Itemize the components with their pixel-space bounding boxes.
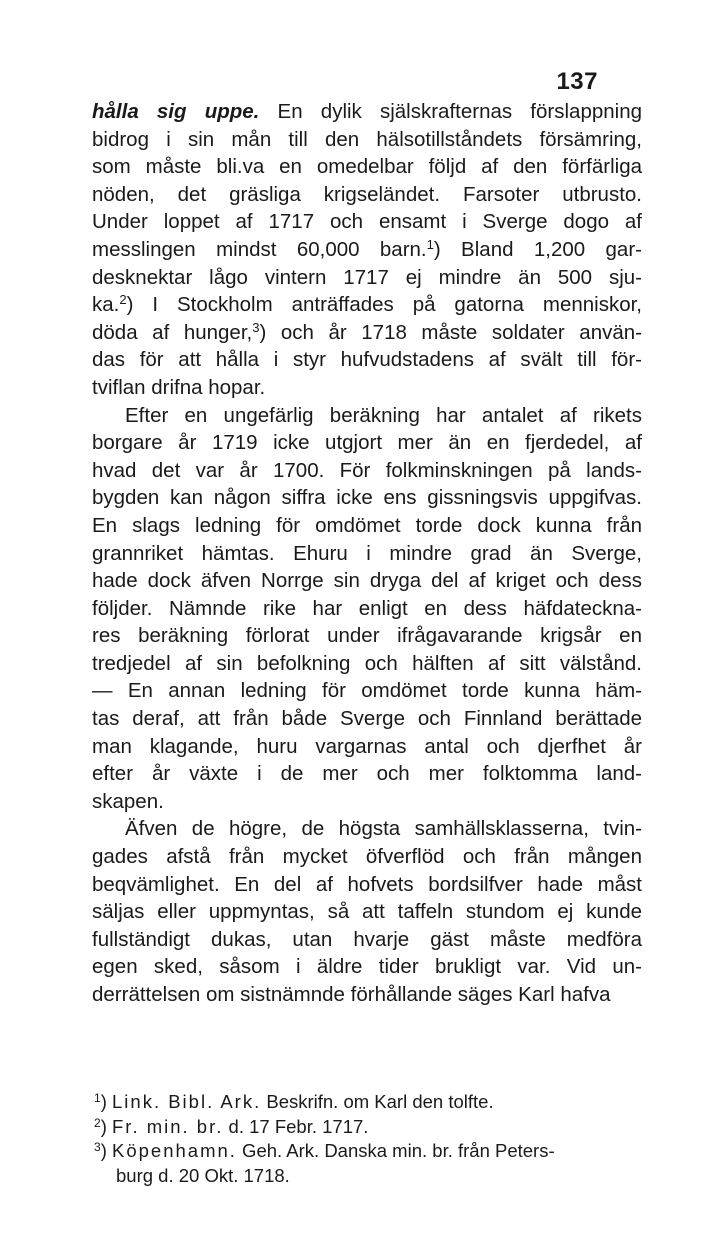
- text-line: beqvämlighet. En del af hofvets bordsilfver hade måst: [92, 872, 642, 896]
- footnote-ref: 2: [119, 292, 127, 308]
- paragraph-3: [92, 815, 642, 1008]
- footnote-source: Köpenhamn.: [112, 1140, 237, 1161]
- text-line: nöden, det gräsliga krigseländet. Farsoter utbrusto.: [92, 182, 642, 206]
- footnote-source: Fr. min. br.: [112, 1115, 224, 1137]
- paragraph-1: [92, 98, 642, 402]
- text-line: messlingen mindst 60,000 barn.$^1$) Bland 1,200 gar-: [92, 236, 642, 261]
- text-line: ka.$^2$) I Stockholm anträffades på gatorna menniskor,: [92, 292, 642, 317]
- text-line: Under loppet af 1717 och ensamt i Sverge dogo af: [92, 210, 642, 234]
- text-line: grannriket hämtas. Ehuru i mindre grad än Sverge,: [92, 541, 642, 565]
- text-line: efter år växte i de mer och mer folktomma land-: [92, 762, 642, 786]
- text-line: som måste bli.va en omedelbar följd af den förfärliga: [92, 155, 642, 179]
- text-line: döda af hunger,$^3$) och år 1718 måste soldater använ-: [92, 319, 642, 344]
- text-line: res beräkning förlorat under ifrågavarande krigsår en: [92, 624, 642, 648]
- footnote-3: $^3$) Köpenhamn. Geh. Ark. Danska min. br. från Peters- burg d. 20 Okt. 1718.: [94, 1139, 642, 1188]
- footnotes: [94, 1090, 642, 1188]
- footnote-mark: 1: [94, 1091, 101, 1105]
- text-line: hade dock äfven Norrge sin dryga del af kriget och dess: [92, 569, 642, 593]
- text-line: fullständigt dukas, utan hvarje gäst måste medföra: [92, 927, 642, 951]
- footnote-mark: 3: [94, 1140, 101, 1154]
- text-line: man klagande, huru vargarnas antal och djerfhet år: [92, 734, 642, 758]
- lead-phrase: hålla sig uppe.: [92, 100, 260, 123]
- text-line: desknektar lågo vintern 1717 ej mindre än 500 sju-: [92, 265, 642, 289]
- text-line: borgare år 1719 icke utgjort mer än en fjerdedel, af: [92, 431, 642, 455]
- footnote-mark: 2: [94, 1115, 101, 1130]
- text-line: Äfven de högre, de högsta samhällsklasserna, tvin-: [125, 817, 642, 841]
- footnote-ref: 3: [252, 319, 260, 335]
- text-line: säljas eller uppmyntas, så att taffeln stundom ej kunde: [92, 900, 642, 924]
- footnote-1: $^1$) Link. Bibl. Ark. Beskrifn. om Karl den tolfte.: [94, 1091, 494, 1112]
- text-line: skapen.: [92, 789, 164, 813]
- footnote-2: $^2$) Fr. min. br. d. 17 Febr. 1717.: [94, 1115, 369, 1137]
- text-line: tredjedel af sin befolkning och hälften af sitt välstånd.: [92, 651, 642, 675]
- text-line: das för att hålla i styr hufvudstadens af svält till för-: [92, 348, 642, 372]
- text-line: — En annan ledning för omdömet torde kunna häm-: [92, 679, 642, 703]
- text-line: egen sked, såsom i äldre tider brukligt var. Vid un-: [92, 955, 642, 979]
- text-line: hvad det var år 1700. För folkminskningen på lands-: [92, 458, 642, 482]
- text-line: derrättelsen om sistnämnde förhållande säges Karl hafva: [92, 983, 611, 1006]
- text-line: gades afstå från mycket öfverflöd och från mången: [92, 845, 642, 869]
- text-line: tviflan drifna hopar.: [92, 375, 266, 399]
- body-text: [92, 98, 642, 1009]
- text-line: Efter en ungefärlig beräkning har antalet af rikets: [125, 403, 642, 427]
- text-line: bygden kan någon siffra icke ens gissningsvis uppgifvas.: [92, 486, 642, 510]
- footnote-source: Link. Bibl. Ark.: [112, 1091, 262, 1112]
- footnote-continuation: burg d. 20 Okt. 1718.: [116, 1164, 290, 1186]
- paragraph-2: [92, 402, 642, 816]
- text-line: bidrog i sin mån till den hälsotillståndets försämring,: [92, 127, 642, 151]
- page-number: 137: [556, 68, 598, 95]
- text-line: följder. Nämnde rike har enligt en dess häfdateckna-: [92, 596, 642, 620]
- text-line: tas deraf, att från både Sverge och Finnland berättade: [92, 707, 642, 731]
- text-line: hålla sig uppe. En dylik själskrafternas förslappning: [92, 100, 643, 123]
- footnote-ref: 1: [426, 236, 434, 252]
- text-line: En slags ledning för omdömet torde dock kunna från: [92, 513, 642, 537]
